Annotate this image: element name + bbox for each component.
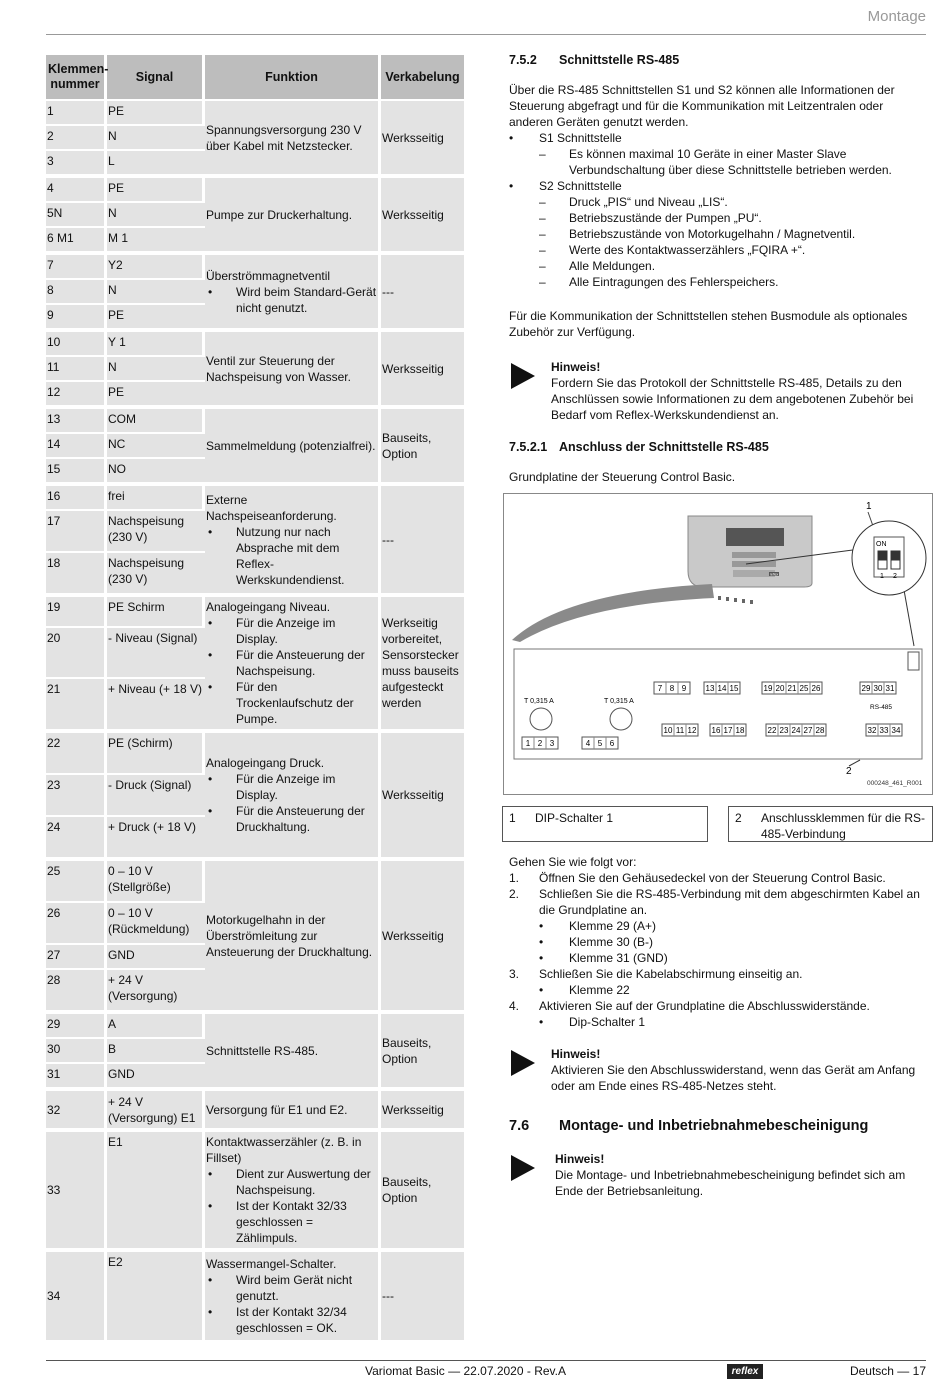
table-row bbox=[46, 1012, 464, 1037]
legend-value: DIP-Schalter 1 bbox=[535, 811, 614, 825]
terminal-number: 18 bbox=[46, 553, 107, 593]
funktion bbox=[205, 176, 381, 251]
verkabelung: Werksseitig bbox=[381, 731, 464, 857]
signal: GND bbox=[107, 1064, 205, 1087]
funktion bbox=[205, 330, 381, 405]
funktion-text: Analogeingang Druck. bbox=[206, 756, 325, 770]
legend-key: 2 bbox=[735, 811, 742, 825]
terminal-label: 34 bbox=[891, 726, 901, 735]
terminal-label: 26 bbox=[811, 684, 821, 693]
verkabelung: --- bbox=[381, 1250, 464, 1340]
terminal-label: 2 bbox=[537, 739, 543, 748]
note-text: Die Montage- und Inbetriebnahmebescheinigung befindet sich am Ende der Betriebsanleitung. bbox=[555, 1168, 906, 1198]
legend-value: Anschlussklemmen für die RS-485-Verbindung bbox=[761, 811, 926, 841]
table-row bbox=[46, 176, 464, 201]
funktion-text: Motorkugelhahn in der Überströmleitung zur Ansteuerung der Druckhaltung. bbox=[206, 912, 373, 959]
funktion bbox=[205, 484, 381, 593]
note-protocol bbox=[509, 359, 929, 423]
note-title: Hinweis! bbox=[551, 360, 601, 374]
terminal-number: 5N bbox=[46, 203, 107, 226]
terminal-number: 10 bbox=[46, 330, 107, 355]
signal: N bbox=[107, 357, 205, 380]
step-number: 2. bbox=[509, 887, 520, 901]
signal: Nachspeisung (230 V) bbox=[107, 553, 205, 593]
step-sub-item: • Klemme 30 (B-) bbox=[509, 934, 929, 950]
signal: PE (Schirm) bbox=[107, 731, 205, 773]
terminal-number: 2 bbox=[46, 126, 107, 149]
legend-item-2 bbox=[728, 806, 933, 842]
table-row bbox=[46, 101, 464, 124]
funktion bbox=[205, 1012, 381, 1087]
terminal-number: 7 bbox=[46, 253, 107, 278]
terminal-number: 14 bbox=[46, 434, 107, 457]
rs485-board-label: RS-485 bbox=[870, 704, 893, 711]
steps-block bbox=[509, 854, 929, 1030]
funktion-text: Kontaktwasserzähler (z. B. in Fillset) bbox=[206, 1135, 362, 1165]
funktion-bullet: • Für die Ansteuerung der Nachspeisung. bbox=[206, 647, 377, 679]
verkabelung: --- bbox=[381, 253, 464, 328]
control-board-figure bbox=[503, 493, 933, 795]
step-number: 4. bbox=[509, 999, 520, 1013]
terminal-label: 11 bbox=[675, 726, 685, 735]
figure-code: 000248_461_R001 bbox=[867, 780, 923, 787]
terminal-number: 20 bbox=[46, 628, 107, 678]
funktion bbox=[205, 101, 381, 174]
terminal-number: 12 bbox=[46, 382, 107, 405]
terminal-label: 15 bbox=[729, 684, 739, 693]
terminal-label: 21 bbox=[787, 684, 797, 693]
table-body bbox=[46, 101, 464, 1340]
callout-1-label: 1 bbox=[866, 501, 872, 512]
signal: + Niveau (+ 18 V) bbox=[107, 679, 205, 729]
note-title: Hinweis! bbox=[555, 1152, 605, 1166]
verkabelung: Werkseitig vorbereitet, Sensorstecker muss bauseits aufgesteckt werden bbox=[381, 595, 464, 729]
funktion-bullet: • Für die Ansteuerung der Druckhaltung. bbox=[206, 803, 377, 835]
verkabelung: Werksseitig bbox=[381, 101, 464, 174]
table-row bbox=[46, 595, 464, 626]
bus-paragraph: Für die Kommunikation der Schnittstellen stehen Busmodule als optionales Zubehör zur Verfügung. bbox=[509, 309, 908, 339]
step-item bbox=[509, 966, 929, 982]
table-row bbox=[46, 253, 464, 278]
funktion-bullet: • Ist der Kontakt 32/34 geschlossen = OK. bbox=[206, 1304, 377, 1336]
terminal-number: 16 bbox=[46, 484, 107, 509]
funktion-bullet: • Für den Trockenlaufschutz der Pumpe. bbox=[206, 679, 377, 727]
step-text: Schließen Sie die Kabelabschirmung einseitig an. bbox=[539, 967, 803, 981]
section-heading bbox=[509, 52, 929, 68]
column-header: Klemmen- nummer bbox=[46, 55, 107, 99]
signal: frei bbox=[107, 484, 205, 509]
intro-paragraph: Über die RS-485 Schnittstellen S1 und S2 können alle Informationen der Steuerung abgefragt und für die Kommunikation mit Leitzentralen oder anderen Geräten genutzt werden. bbox=[509, 83, 895, 129]
note-title: Hinweis! bbox=[551, 1047, 601, 1061]
funktion-text: Versorgung für E1 und E2. bbox=[206, 1102, 348, 1117]
signal: + 24 V (Versorgung) E1 bbox=[107, 1089, 205, 1128]
terminal-label: 9 bbox=[681, 684, 687, 693]
on-label: ON bbox=[876, 541, 887, 548]
funktion-bullet: • Für die Anzeige im Display. bbox=[206, 615, 377, 647]
terminal-number: 13 bbox=[46, 407, 107, 432]
funktion bbox=[205, 1130, 381, 1248]
terminal-label: 12 bbox=[687, 726, 697, 735]
terminal-label: 17 bbox=[723, 726, 733, 735]
note-arrow-icon bbox=[511, 363, 535, 389]
terminal-label: 30 bbox=[873, 684, 883, 693]
s1-sub-item: – Es können maximal 10 Geräte in einer Master Slave Verbundschaltung über diese Schnittstelle betrieben werden. bbox=[509, 146, 929, 178]
funktion-bullet: • Wird beim Gerät nicht genutzt. bbox=[206, 1272, 377, 1304]
terminal-label: 1 bbox=[525, 739, 531, 748]
funktion bbox=[205, 595, 381, 729]
column-header: Verkabelung bbox=[381, 55, 464, 99]
section-7-6-heading bbox=[509, 1118, 868, 1134]
signal: E2 bbox=[107, 1250, 205, 1340]
signal: E1 bbox=[107, 1130, 205, 1248]
terminal-number: 30 bbox=[46, 1039, 107, 1062]
terminal-label: 33 bbox=[879, 726, 889, 735]
section-7-5-2-1 bbox=[509, 439, 929, 485]
funktion-bullet: • Ist der Kontakt 32/33 geschlossen = Zählimpuls. bbox=[206, 1198, 377, 1246]
s2-sub-item: – Alle Eintragungen des Fehlerspeichers. bbox=[509, 274, 929, 290]
step-sub-item: • Klemme 31 (GND) bbox=[509, 950, 929, 966]
signal: Nachspeisung (230 V) bbox=[107, 511, 205, 551]
terminal-number: 1 bbox=[46, 101, 107, 124]
terminal-label: 29 bbox=[861, 684, 871, 693]
note-termination bbox=[509, 1046, 929, 1094]
table-row bbox=[46, 1130, 464, 1248]
terminal-label: 8 bbox=[669, 684, 675, 693]
terminal-label: 18 bbox=[735, 726, 745, 735]
step-sub-item: • Klemme 22 bbox=[509, 982, 929, 998]
terminal-label: 5 bbox=[597, 739, 603, 748]
reflex-logo: reflex bbox=[727, 1364, 763, 1379]
terminal-table bbox=[46, 53, 464, 1342]
switch-1-label: 1 bbox=[880, 573, 884, 580]
funktion bbox=[205, 1250, 381, 1340]
legend-item-1 bbox=[502, 806, 708, 842]
s2-sub-item: – Betriebszustände von Motorkugelhahn / Magnetventil. bbox=[509, 226, 929, 242]
signal: A bbox=[107, 1012, 205, 1037]
note-text: Fordern Sie das Protokoll der Schnittstelle RS-485, Details zu den Anschlüssen sowie Informationen zu dem angebotenen Zubehör bei Bedarf vom Reflex-Werkskundendienst an. bbox=[551, 376, 914, 422]
terminal-number: 11 bbox=[46, 357, 107, 380]
footer-doc: Variomat Basic — 22.07.2020 - Rev.A bbox=[365, 1364, 566, 1378]
terminal-number: 21 bbox=[46, 679, 107, 729]
verkabelung: Bauseits, Option bbox=[381, 1012, 464, 1087]
s1-item: • S1 Schnittstelle bbox=[509, 130, 929, 146]
signal: PE bbox=[107, 101, 205, 124]
funktion bbox=[205, 1089, 381, 1128]
verkabelung: Werksseitig bbox=[381, 859, 464, 1010]
fuse-2-label: T 0,315 A bbox=[604, 698, 634, 705]
terminal-label: 10 bbox=[663, 726, 673, 735]
terminal-label: 14 bbox=[717, 684, 727, 693]
table-row bbox=[46, 859, 464, 901]
terminal-label: 13 bbox=[705, 684, 715, 693]
signal: N bbox=[107, 203, 205, 226]
terminal-label: 24 bbox=[791, 726, 801, 735]
s2-sub-item: – Werte des Kontaktwasserzählers „FQIRA +“. bbox=[509, 242, 929, 258]
funktion bbox=[205, 253, 381, 328]
signal: + Druck (+ 18 V) bbox=[107, 817, 205, 857]
signal: COM bbox=[107, 407, 205, 432]
funktion-text: Ventil zur Steuerung der Nachspeisung von Wasser. bbox=[206, 353, 351, 384]
signal: PE Schirm bbox=[107, 595, 205, 626]
funktion-bullet: • Für die Anzeige im Display. bbox=[206, 771, 377, 803]
terminal-number: 26 bbox=[46, 903, 107, 943]
callout-2-label: 2 bbox=[846, 766, 852, 777]
column-header: Funktion bbox=[205, 55, 381, 99]
terminal-number: 25 bbox=[46, 859, 107, 901]
terminal-number: 15 bbox=[46, 459, 107, 482]
table-row bbox=[46, 731, 464, 773]
funktion bbox=[205, 859, 381, 1010]
funktion-text: Sammelmeldung (potenzialfrei). bbox=[206, 438, 376, 453]
section-title: Anschluss der Schnittstelle RS-485 bbox=[559, 440, 769, 454]
step-item bbox=[509, 870, 929, 886]
table-row bbox=[46, 407, 464, 432]
header-section-title: Montage bbox=[867, 8, 926, 25]
legend-key: 1 bbox=[509, 811, 516, 825]
verkabelung: Werksseitig bbox=[381, 330, 464, 405]
terminal-label: 16 bbox=[711, 726, 721, 735]
table-row bbox=[46, 1089, 464, 1128]
panel-brand-logo: reflex bbox=[769, 572, 779, 577]
section-title: Schnittstelle RS-485 bbox=[559, 53, 680, 67]
table-row bbox=[46, 484, 464, 509]
terminal-label: 28 bbox=[815, 726, 825, 735]
terminal-label: 31 bbox=[885, 684, 895, 693]
fuse-1-label: T 0,315 A bbox=[524, 698, 554, 705]
signal: Y2 bbox=[107, 253, 205, 278]
table-row bbox=[46, 330, 464, 355]
funktion-text: Wassermangel-Schalter. bbox=[206, 1257, 337, 1271]
terminal-label: 22 bbox=[767, 726, 777, 735]
funktion-bullet: • Nutzung nur nach Absprache mit dem Reflex-Werkskundendienst. bbox=[206, 524, 377, 588]
step-sub-item: • Dip-Schalter 1 bbox=[509, 1014, 929, 1030]
verkabelung: Werksseitig bbox=[381, 1089, 464, 1128]
footer-rule bbox=[46, 1360, 926, 1361]
terminal-number: 32 bbox=[46, 1089, 107, 1128]
terminal-label: 25 bbox=[799, 684, 809, 693]
terminal-number: 6 M1 bbox=[46, 228, 107, 251]
signal: 0 – 10 V (Stellgröße) bbox=[107, 859, 205, 901]
terminal-number: 19 bbox=[46, 595, 107, 626]
s2-sub-item: – Betriebszustände der Pumpen „PU“. bbox=[509, 210, 929, 226]
step-text: Schließen Sie die RS-485-Verbindung mit dem abgeschirmten Kabel an die Grundplatine an. bbox=[539, 887, 920, 917]
terminal-label: 6 bbox=[609, 739, 615, 748]
funktion bbox=[205, 407, 381, 482]
funktion-bullet: • Dient zur Auswertung der Nachspeisung. bbox=[206, 1166, 377, 1198]
s2-sub-item: – Druck „PIS“ und Niveau „LIS“. bbox=[509, 194, 929, 210]
terminal-number: 31 bbox=[46, 1064, 107, 1087]
signal: GND bbox=[107, 945, 205, 968]
terminal-number: 4 bbox=[46, 176, 107, 201]
terminal-number: 34 bbox=[46, 1250, 107, 1340]
step-item bbox=[509, 998, 929, 1014]
terminal-label: 23 bbox=[779, 726, 789, 735]
table-header-row bbox=[46, 55, 464, 99]
terminal-number: 9 bbox=[46, 305, 107, 328]
s2-item: • S2 Schnittstelle bbox=[509, 178, 929, 194]
terminal-number: 33 bbox=[46, 1130, 107, 1248]
verkabelung: --- bbox=[381, 484, 464, 593]
terminal-label: 20 bbox=[775, 684, 785, 693]
step-number: 1. bbox=[509, 871, 520, 885]
signal: - Niveau (Signal) bbox=[107, 628, 205, 678]
note-arrow-icon bbox=[511, 1050, 535, 1076]
signal: + 24 V (Versorgung) bbox=[107, 970, 205, 1010]
signal: NC bbox=[107, 434, 205, 457]
signal: N bbox=[107, 126, 205, 149]
switch-2-label: 2 bbox=[893, 573, 897, 580]
steps-intro: Gehen Sie wie folgt vor: bbox=[509, 855, 637, 869]
terminal-label: 7 bbox=[657, 684, 663, 693]
terminal-number: 29 bbox=[46, 1012, 107, 1037]
verkabelung: Werksseitig bbox=[381, 176, 464, 251]
section-number: 7.5.2.1 bbox=[509, 440, 548, 454]
funktion-text: Pumpe zur Druckerhaltung. bbox=[206, 207, 353, 222]
step-number: 3. bbox=[509, 967, 520, 981]
step-sub-item: • Klemme 29 (A+) bbox=[509, 918, 929, 934]
column-header: Signal bbox=[107, 55, 205, 99]
terminal-number: 28 bbox=[46, 970, 107, 1010]
step-item bbox=[509, 886, 929, 918]
terminal-number: 17 bbox=[46, 511, 107, 551]
terminal-label: 4 bbox=[585, 739, 591, 748]
terminal-number: 24 bbox=[46, 817, 107, 857]
signal: 0 – 10 V (Rückmeldung) bbox=[107, 903, 205, 943]
funktion-text: Spannungsversorgung 230 V über Kabel mit Netzstecker. bbox=[206, 122, 362, 153]
funktion-text: Externe Nachspeiseanforderung. bbox=[206, 492, 337, 523]
section-number: 7.6 bbox=[509, 1118, 530, 1134]
note-text: Aktivieren Sie den Abschlusswiderstand, wenn das Gerät am Anfang oder am Ende eines RS-485-Netzes steht. bbox=[551, 1063, 916, 1093]
funktion bbox=[205, 731, 381, 857]
signal: - Druck (Signal) bbox=[107, 775, 205, 815]
step-text: Öffnen Sie den Gehäusedeckel von der Steuerung Control Basic. bbox=[539, 871, 886, 885]
footer-page: Deutsch — 17 bbox=[849, 1364, 926, 1378]
signal: Y 1 bbox=[107, 330, 205, 355]
signal: PE bbox=[107, 382, 205, 405]
funktion-text: Überströmmagnetventil bbox=[206, 268, 331, 283]
signal: PE bbox=[107, 305, 205, 328]
signal: PE bbox=[107, 176, 205, 201]
s2-sub-item: – Alle Meldungen. bbox=[509, 258, 929, 274]
terminal-number: 23 bbox=[46, 775, 107, 815]
note-arrow-icon bbox=[511, 1155, 535, 1181]
signal: B bbox=[107, 1039, 205, 1062]
terminal-number: 27 bbox=[46, 945, 107, 968]
funktion-bullet: • Wird beim Standard-Gerät nicht genutzt. bbox=[206, 284, 377, 316]
table-row bbox=[46, 1250, 464, 1340]
terminal-label: 3 bbox=[549, 739, 555, 748]
section-title: Montage- und Inbetriebnahmebescheinigung bbox=[559, 1118, 869, 1134]
section-7-5-2 bbox=[509, 52, 929, 340]
figure-caption: Grundplatine der Steuerung Control Basic. bbox=[509, 470, 736, 484]
signal: N bbox=[107, 280, 205, 303]
signal: M 1 bbox=[107, 228, 205, 251]
funktion-text: Schnittstelle RS-485. bbox=[206, 1043, 319, 1058]
step-text: Aktivieren Sie auf der Grundplatine die Abschlusswiderstände. bbox=[539, 999, 870, 1013]
terminal-label: 27 bbox=[803, 726, 813, 735]
steps-list bbox=[509, 870, 929, 1030]
signal: NO bbox=[107, 459, 205, 482]
section-number: 7.5.2 bbox=[509, 53, 537, 67]
verkabelung: Bauseits, Option bbox=[381, 407, 464, 482]
header-rule bbox=[46, 34, 926, 35]
terminal-label: 19 bbox=[763, 684, 773, 693]
terminal-number: 8 bbox=[46, 280, 107, 303]
funktion-text: Analogeingang Niveau. bbox=[206, 600, 331, 614]
terminal-number: 3 bbox=[46, 151, 107, 174]
signal: L bbox=[107, 151, 205, 174]
terminal-label: 32 bbox=[867, 726, 877, 735]
verkabelung: Bauseits, Option bbox=[381, 1130, 464, 1248]
note-certificate bbox=[509, 1151, 929, 1199]
section-heading bbox=[509, 439, 929, 455]
terminal-number: 22 bbox=[46, 731, 107, 773]
